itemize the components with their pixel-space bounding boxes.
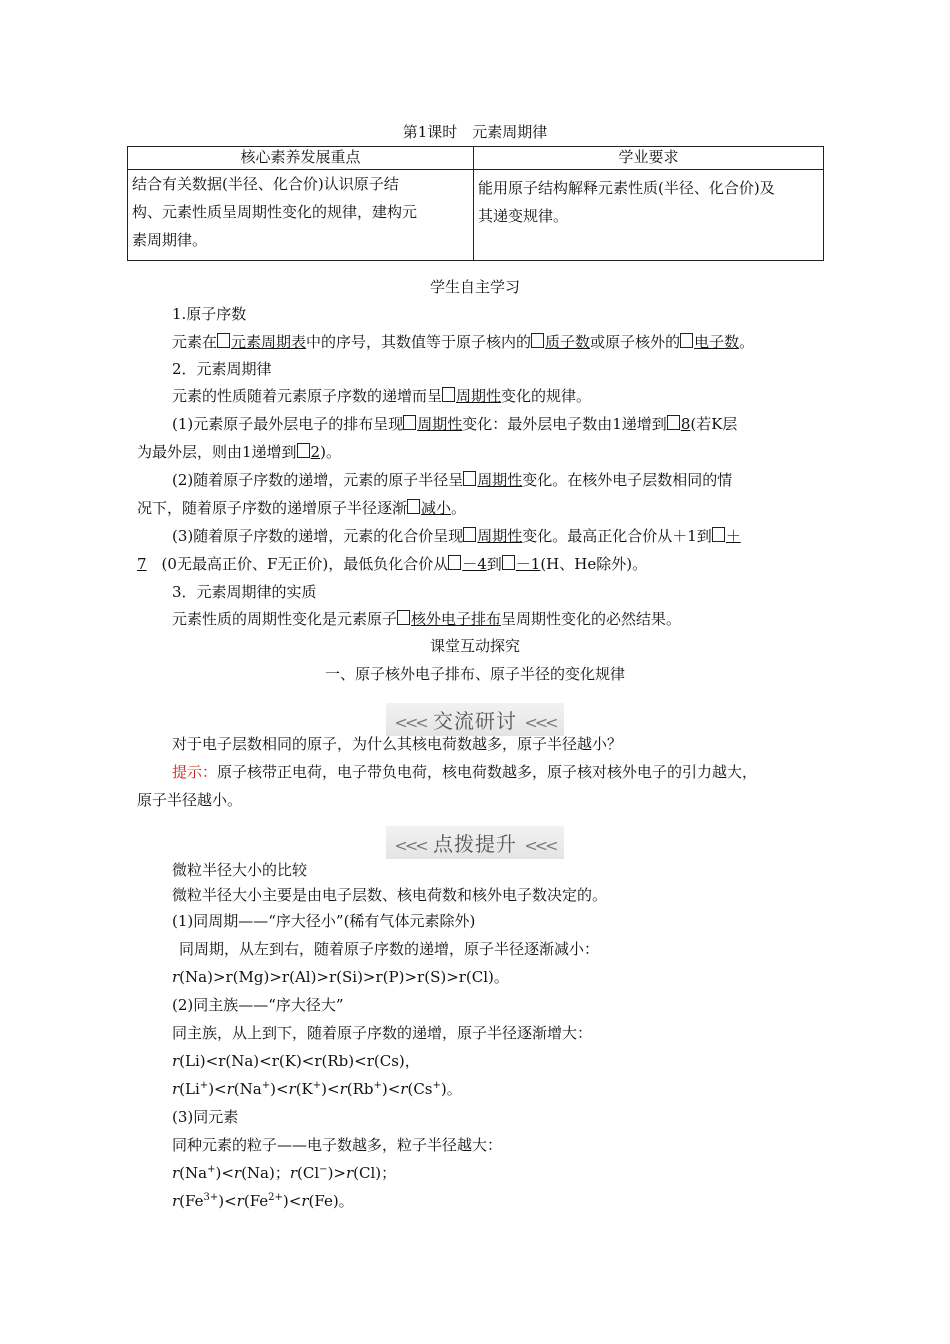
hint-paragraph-cont: 原子半径越小。: [137, 791, 243, 809]
table-header-core: 核心素养发展重点: [128, 147, 474, 170]
blank-box: [680, 333, 693, 348]
paragraph-atomic-number: 元素在 元素周期表中的序号，其数值等于原子核内的 质子数或原子核外的 电子数。: [172, 333, 755, 351]
table-header-requirements: 学业要求: [474, 147, 824, 170]
blank-box: [463, 471, 476, 486]
paragraph-electron-arrangement-cont: 为最外层，则由1递增到 2)。: [137, 443, 341, 461]
hint-label: 提示：: [172, 763, 218, 781]
formula-period-radius: r(Na)>r(Mg)>r(Al)>r(Si)>r(P)>r(S)>r(Cl)。: [172, 968, 509, 986]
banner-discussion: <<< 交流研讨 <<<: [0, 703, 950, 736]
item-heading-essence: 3．元素周期律的实质: [172, 583, 317, 601]
formula-group-radius: r(Li)<r(Na)<r(K)<r(Rb)<r(Cs)，: [172, 1052, 420, 1070]
blank-box: [217, 333, 230, 348]
blank-box: [403, 415, 416, 430]
item-heading-atomic-number: 1.原子序数: [172, 305, 247, 323]
section-heading-classroom: 课堂互动探究: [429, 637, 520, 655]
double-chevron-right-icon: <<<: [524, 713, 556, 732]
blank-box: [502, 555, 515, 570]
paragraph-atomic-radius: (2)随着原子序数的递增，元素的原子半径呈 周期性变化。在核外电子层数相同的情: [172, 471, 733, 489]
blank-box: [297, 443, 310, 458]
formula-element-na-cl: r(Na+)<r(Na)；r(Cl−)>r(Cl)；: [172, 1164, 397, 1182]
text-radius-factors: 微粒半径大小主要是由电子层数、核电荷数和核外电子数决定的。: [172, 886, 608, 904]
banner-guidance: <<< 点拨提升 <<<: [0, 826, 950, 859]
page-title: 第1课时 元素周期律: [402, 123, 548, 141]
section-heading-self-study: 学生自主学习: [429, 278, 520, 296]
paragraph-valence: (3)随着原子序数的递增，元素的化合价呈现 周期性变化。最高正化合价从＋1到 ＋: [172, 527, 741, 545]
paragraph-essence: 元素性质的周期性变化是元素原子 核外电子排布呈周期性变化的必然结果。: [172, 610, 682, 628]
blank-box: [442, 387, 455, 402]
text-same-element: (3)同元素: [172, 1108, 239, 1126]
text-radius-comparison-title: 微粒半径大小的比较: [172, 861, 308, 879]
item-heading-periodic-law: 2．元素周期律: [172, 360, 272, 378]
blank-box: [712, 527, 725, 542]
blank-box: [463, 527, 476, 542]
discussion-question: 对于电子层数相同的原子，为什么其核电荷数越多，原子半径越小？: [172, 735, 623, 753]
paragraph-valence-cont: 7 (0无最高正价、F无正价)，最低负化合价从 －4到 －1(H、He除外)。: [137, 555, 648, 573]
formula-group-ion-radius: r(Li+)<r(Na+)<r(K+)<r(Rb+)<r(Cs+)。: [172, 1080, 462, 1098]
subsection-heading-radius: 一、原子核外电子排布、原子半径的变化规律: [324, 665, 625, 683]
double-chevron-left-icon: <<<: [394, 836, 426, 855]
hint-paragraph: 提示：原子核带正电荷，电子带负电荷，核电荷数越多，原子核对核外电子的引力越大，: [172, 763, 758, 781]
paragraph-atomic-radius-cont: 况下，随着原子序数的递增原子半径逐渐 减小。: [137, 499, 467, 517]
table-cell-core: 结合有关数据(半径、化合价)认识原子结 构、元素性质呈周期性变化的规律，建构元 素周期律。: [128, 170, 474, 261]
text-same-element-desc: 同种元素的粒子——电子数越多，粒子半径越大：: [172, 1136, 503, 1154]
blank-box: [448, 555, 461, 570]
formula-element-fe: $r(Fe^{3+})<r(Fe^{2+})<r(Fe)$。: [172, 1192, 354, 1210]
requirements-table: [127, 146, 824, 261]
paragraph-periodic-law: 元素的性质随着元素原子序数的递增而呈 周期性变化的规律。: [172, 387, 592, 405]
text-same-group: (2)同主族——“序大径大”: [172, 996, 344, 1014]
blank-box: [667, 415, 680, 430]
double-chevron-left-icon: <<<: [394, 713, 426, 732]
text-same-group-desc: 同主族，从上到下，随着原子序数的递增，原子半径逐渐增大：: [172, 1024, 593, 1042]
text-same-period: (1)同周期——“序大径小”(稀有气体元素除外): [172, 912, 476, 930]
blank-box: [531, 333, 544, 348]
paragraph-electron-arrangement: (1)元素原子最外层电子的排布呈现 周期性变化：最外层电子数由1递增到 8(若K层: [172, 415, 738, 433]
double-chevron-right-icon: <<<: [524, 836, 556, 855]
blank-box: [397, 610, 410, 625]
blank-box: [407, 499, 420, 514]
table-cell-requirements: 能用原子结构解释元素性质(半径、化合价)及 其递变规律。: [474, 170, 824, 261]
text-same-period-desc: 同周期，从左到右，随着原子序数的递增，原子半径逐渐减小：: [179, 940, 600, 958]
